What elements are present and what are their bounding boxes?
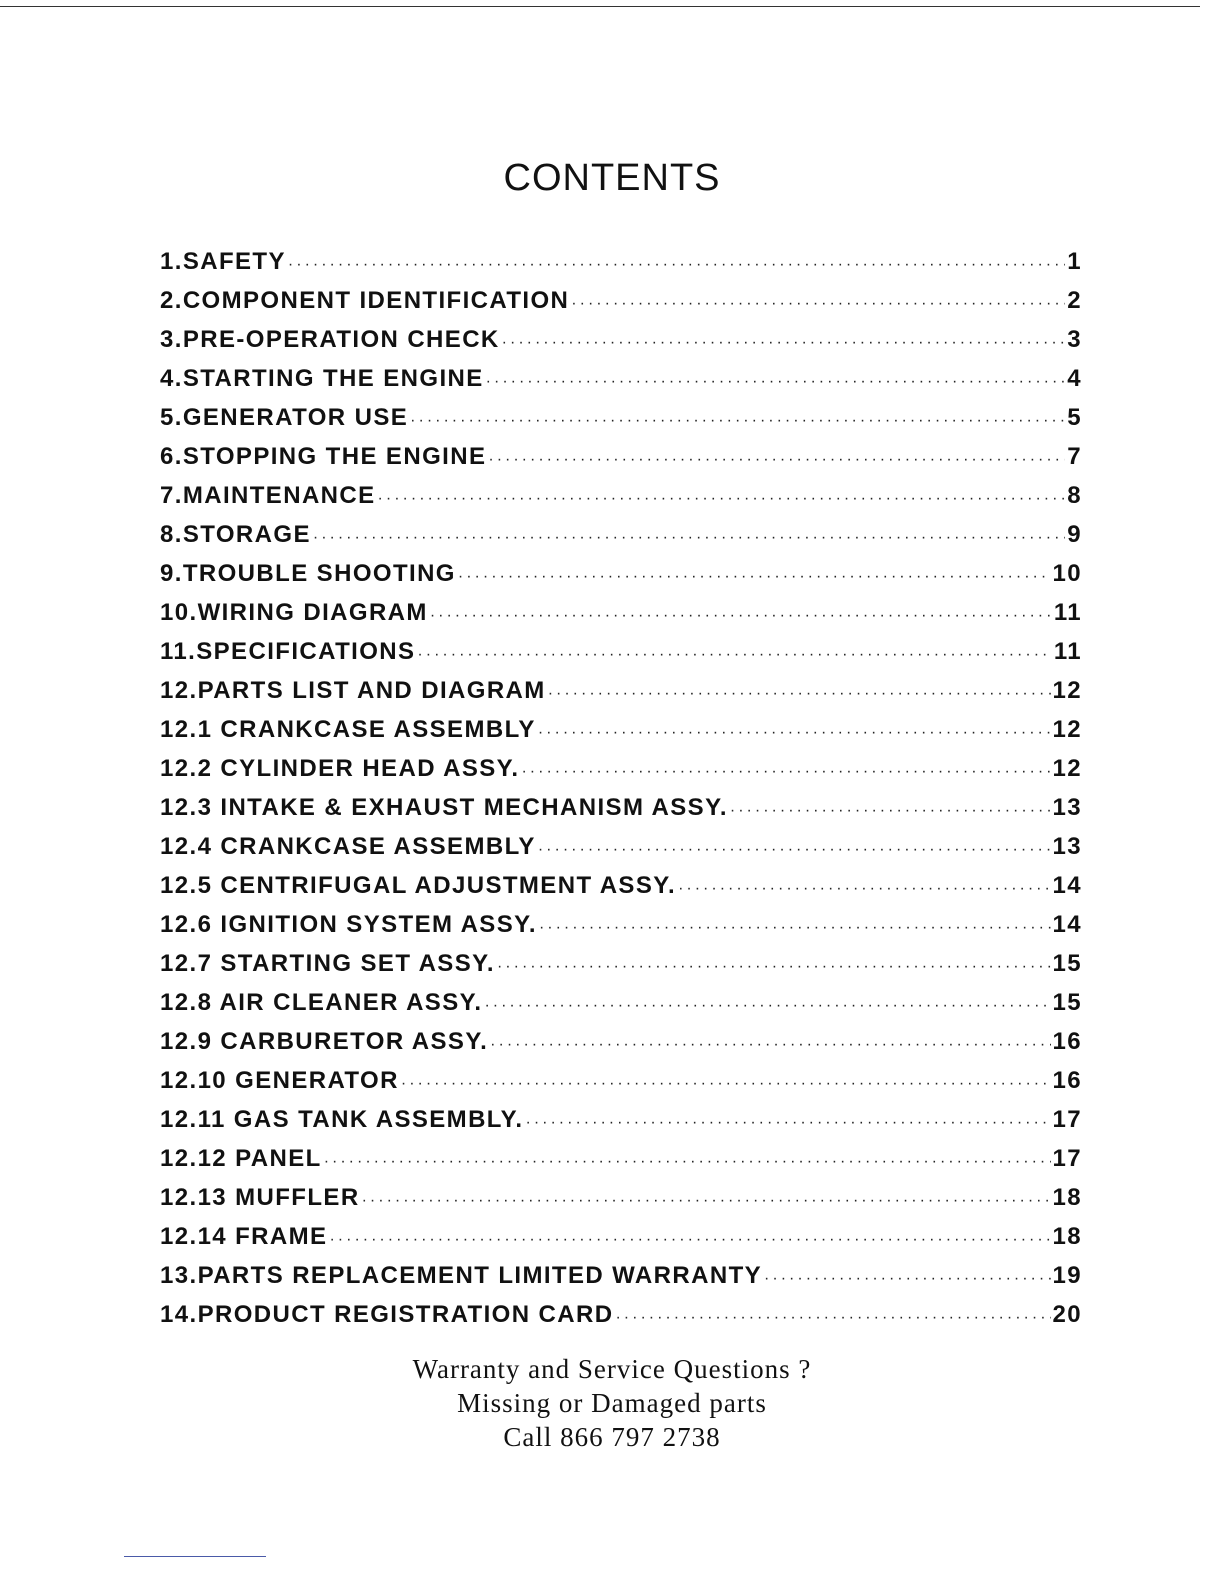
footer-warranty-line: Warranty and Service Questions ? <box>412 1354 812 1384</box>
toc-entry[interactable] <box>160 755 1082 794</box>
toc-dot-leader <box>410 412 1065 430</box>
toc-entry-page: 11 <box>1053 599 1082 626</box>
service-contact <box>0 1352 1224 1454</box>
toc-entry-label: 12.9 CARBURETOR ASSY. <box>160 1028 489 1055</box>
toc-entry-label: 11.SPECIFICATIONS <box>160 638 416 665</box>
toc-dot-leader <box>362 1192 1051 1210</box>
toc-entry-label: 12.11 GAS TANK ASSEMBLY. <box>160 1106 524 1133</box>
toc-entry[interactable] <box>160 287 1082 326</box>
toc-dot-leader <box>401 1075 1051 1093</box>
toc-entry-label: 12.5 CENTRIFUGAL ADJUSTMENT ASSY. <box>160 872 677 899</box>
toc-entry[interactable] <box>160 677 1082 716</box>
toc-entry[interactable] <box>160 833 1082 872</box>
toc-entry-label: 8.STORAGE <box>160 521 311 548</box>
toc-entry-label: 5.GENERATOR USE <box>160 404 409 431</box>
footer-missing-parts-line: Missing or Damaged parts <box>457 1388 767 1418</box>
toc-entry-label: 9.TROUBLE SHOOTING <box>160 560 456 587</box>
bottom-mark <box>124 1556 266 1557</box>
toc-entry-page: 15 <box>1052 989 1082 1016</box>
toc-entry-label: 12.7 STARTING SET ASSY. <box>160 950 495 977</box>
toc-entry[interactable] <box>160 989 1082 1028</box>
toc-entry[interactable] <box>160 365 1082 404</box>
toc-entry-page: 9 <box>1067 521 1082 548</box>
table-of-contents <box>160 248 1082 1340</box>
toc-entry-page: 14 <box>1052 872 1082 899</box>
toc-entry-page: 1 <box>1067 248 1082 275</box>
toc-entry-label: 12.10 GENERATOR <box>160 1067 399 1094</box>
toc-entry-page: 17 <box>1052 1145 1082 1172</box>
toc-entry-page: 5 <box>1067 404 1082 431</box>
toc-entry[interactable] <box>160 794 1082 833</box>
toc-entry-page: 18 <box>1052 1184 1082 1211</box>
toc-dot-leader <box>324 1153 1051 1171</box>
toc-dot-leader <box>615 1309 1050 1327</box>
toc-entry-label: 1.SAFETY <box>160 248 286 275</box>
toc-entry-page: 12 <box>1052 755 1082 782</box>
toc-dot-leader <box>764 1270 1050 1288</box>
toc-entry-page: 11 <box>1053 638 1082 665</box>
toc-entry[interactable] <box>160 1184 1082 1223</box>
toc-entry-label: 12.12 PANEL <box>160 1145 322 1172</box>
toc-dot-leader <box>288 256 1065 274</box>
toc-entry-page: 14 <box>1052 911 1082 938</box>
toc-entry[interactable] <box>160 1106 1082 1145</box>
toc-entry-label: 3.PRE-OPERATION CHECK <box>160 326 500 353</box>
toc-dot-leader <box>486 373 1066 391</box>
toc-entry-page: 15 <box>1052 950 1082 977</box>
toc-entry[interactable] <box>160 716 1082 755</box>
toc-entry-label: 2.COMPONENT IDENTIFICATION <box>160 287 570 314</box>
toc-entry[interactable] <box>160 443 1082 482</box>
toc-entry[interactable] <box>160 1223 1082 1262</box>
toc-entry[interactable] <box>160 560 1082 599</box>
toc-dot-leader <box>378 490 1066 508</box>
toc-entry-page: 18 <box>1052 1223 1082 1250</box>
toc-entry-page: 12 <box>1052 677 1082 704</box>
toc-dot-leader <box>488 451 1065 469</box>
page-title: CONTENTS <box>503 157 721 200</box>
toc-entry-label: 13.PARTS REPLACEMENT LIMITED WARRANTY <box>160 1262 763 1289</box>
toc-entry-label: 12.13 MUFFLER <box>160 1184 360 1211</box>
toc-entry[interactable] <box>160 1067 1082 1106</box>
toc-dot-leader <box>502 334 1066 352</box>
toc-entry-label: 12.2 CYLINDER HEAD ASSY. <box>160 755 520 782</box>
toc-entry-page: 13 <box>1052 794 1082 821</box>
toc-dot-leader <box>521 763 1050 781</box>
toc-dot-leader <box>329 1231 1050 1249</box>
toc-entry[interactable] <box>160 872 1082 911</box>
toc-entry-label: 4.STARTING THE ENGINE <box>160 365 484 392</box>
toc-dot-leader <box>538 724 1051 742</box>
toc-dot-leader <box>490 1036 1050 1054</box>
toc-entry-label: 12.1 CRANKCASE ASSEMBLY <box>160 716 536 743</box>
toc-entry-label: 6.STOPPING THE ENGINE <box>160 443 487 470</box>
toc-entry-page: 13 <box>1052 833 1082 860</box>
toc-dot-leader <box>539 919 1051 937</box>
toc-entry[interactable] <box>160 404 1082 443</box>
toc-entry-page: 7 <box>1067 443 1082 470</box>
toc-entry[interactable] <box>160 521 1082 560</box>
toc-entry[interactable] <box>160 1145 1082 1184</box>
toc-entry-page: 16 <box>1052 1067 1082 1094</box>
toc-dot-leader <box>538 841 1051 859</box>
toc-entry-page: 16 <box>1052 1028 1082 1055</box>
footer-phone-line: Call 866 797 2738 <box>503 1422 721 1452</box>
toc-entry[interactable] <box>160 911 1082 950</box>
toc-entry[interactable] <box>160 326 1082 365</box>
toc-dot-leader <box>458 568 1051 586</box>
toc-entry-label: 12.4 CRANKCASE ASSEMBLY <box>160 833 536 860</box>
toc-entry-label: 12.6 IGNITION SYSTEM ASSY. <box>160 911 537 938</box>
toc-entry[interactable] <box>160 248 1082 287</box>
toc-dot-leader <box>525 1114 1050 1132</box>
toc-entry[interactable] <box>160 599 1082 638</box>
toc-entry-label: 12.8 AIR CLEANER ASSY. <box>160 989 483 1016</box>
toc-entry[interactable] <box>160 1028 1082 1067</box>
toc-dot-leader <box>497 958 1051 976</box>
toc-dot-leader <box>430 607 1052 625</box>
toc-entry-label: 12.3 INTAKE & EXHAUST MECHANISM ASSY. <box>160 794 728 821</box>
toc-entry-label: 7.MAINTENANCE <box>160 482 376 509</box>
toc-entry[interactable] <box>160 638 1082 677</box>
toc-entry-page: 8 <box>1067 482 1082 509</box>
toc-entry-label: 12.PARTS LIST AND DIAGRAM <box>160 677 546 704</box>
toc-entry-page: 3 <box>1067 326 1082 353</box>
top-rule <box>0 6 1200 7</box>
toc-entry-page: 17 <box>1052 1106 1082 1133</box>
toc-entry-page: 12 <box>1052 716 1082 743</box>
toc-dot-leader <box>548 685 1051 703</box>
toc-dot-leader <box>730 802 1051 820</box>
toc-entry[interactable] <box>160 1262 1082 1301</box>
toc-dot-leader <box>313 529 1065 547</box>
toc-entry[interactable] <box>160 950 1082 989</box>
toc-dot-leader <box>417 646 1051 664</box>
toc-entry-label: 14.PRODUCT REGISTRATION CARD <box>160 1301 614 1328</box>
toc-entry-label: 10.WIRING DIAGRAM <box>160 599 428 626</box>
toc-entry-page: 2 <box>1067 287 1082 314</box>
toc-entry-label: 12.14 FRAME <box>160 1223 328 1250</box>
toc-dot-leader <box>484 997 1050 1015</box>
toc-dot-leader <box>678 880 1050 898</box>
toc-entry-page: 19 <box>1052 1262 1082 1289</box>
toc-dot-leader <box>571 295 1065 313</box>
toc-entry-page: 10 <box>1052 560 1082 587</box>
toc-entry[interactable] <box>160 482 1082 521</box>
toc-entry-page: 4 <box>1067 365 1082 392</box>
toc-entry[interactable] <box>160 1301 1082 1340</box>
toc-entry-page: 20 <box>1052 1301 1082 1328</box>
